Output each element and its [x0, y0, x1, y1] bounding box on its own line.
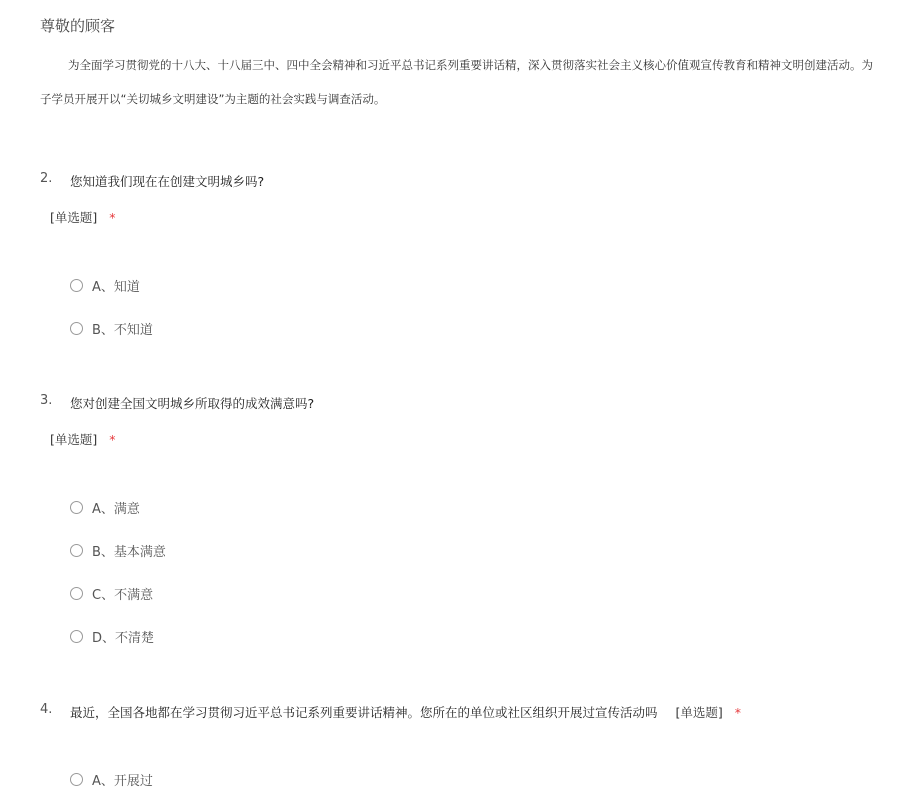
radio-icon[interactable]	[70, 587, 83, 600]
question-type-row	[50, 430, 116, 448]
option-label: A、满意	[92, 501, 140, 517]
question-type-label: [单选题]	[675, 705, 723, 720]
option-label: B、不知道	[92, 322, 153, 338]
question-number: 3.	[40, 393, 53, 408]
radio-icon[interactable]	[70, 501, 83, 514]
option-label: B、基本满意	[92, 544, 166, 560]
question-type-label: [单选题]	[50, 210, 98, 225]
option-label: D、不清楚	[92, 630, 155, 646]
question-title: 您对创建全国文明城乡所取得的成效满意吗?	[70, 396, 315, 411]
radio-icon[interactable]	[70, 773, 83, 786]
option-label: C、不满意	[92, 587, 154, 603]
question-number: 2.	[40, 171, 53, 186]
question-number: 4.	[40, 702, 53, 717]
radio-icon[interactable]	[70, 630, 83, 643]
option-d-unclear[interactable]	[70, 627, 154, 645]
required-marker: *	[109, 210, 116, 225]
radio-icon[interactable]	[70, 279, 83, 292]
required-marker: *	[734, 705, 742, 720]
question-type-row	[50, 208, 116, 226]
intro-text-line-2: 子学员开展开以“关切城乡文明建设”为主题的社会实践与调查活动。	[40, 92, 386, 106]
intro-text-line-1: 为全面学习贯彻党的十八大、十八届三中、四中全会精神和习近平总书记系列重要讲话精，深入贯彻落实社会主义核心价值观宣传教育和精神文明创建活动。为	[68, 58, 873, 72]
greeting-heading: 尊敬的顾客	[40, 17, 116, 35]
question-type-label: [单选题]	[50, 432, 98, 447]
question-title: 您知道我们现在在创建文明城乡吗?	[70, 174, 265, 189]
option-a-carried-out[interactable]	[70, 770, 153, 788]
question-title-row	[70, 703, 741, 721]
option-c-not-satisfied[interactable]	[70, 584, 153, 602]
option-label: A、知道	[92, 279, 140, 295]
option-a-satisfied[interactable]	[70, 498, 140, 516]
option-label: A、开展过	[92, 773, 153, 789]
option-b-basically-satisfied[interactable]	[70, 541, 166, 559]
radio-icon[interactable]	[70, 322, 83, 335]
option-b-not-know[interactable]	[70, 319, 153, 337]
option-a-know[interactable]	[70, 276, 140, 294]
required-marker: *	[109, 432, 116, 447]
radio-icon[interactable]	[70, 544, 83, 557]
question-title: 最近，全国各地都在学习贯彻习近平总书记系列重要讲话精神。您所在的单位或社区组织开展过宣传活动吗	[70, 705, 658, 720]
